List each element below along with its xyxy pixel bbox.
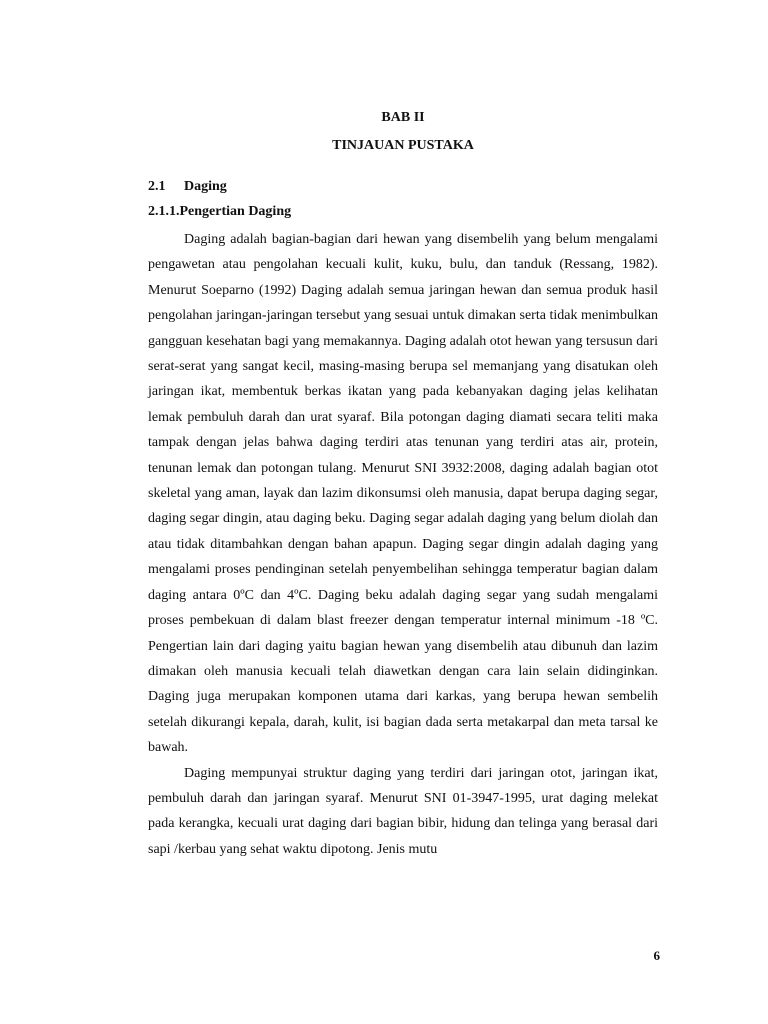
page-number: 6 — [653, 948, 660, 963]
subsection-title: Pengertian Daging — [179, 204, 292, 219]
body-text — [148, 227, 658, 862]
subsection-heading — [148, 202, 291, 222]
section-title: Daging — [184, 179, 227, 194]
paragraph: Daging mempunyai struktur daging yang terdiri dari jaringan otot, jaringan ikat, pembuluh darah dan jaringan syaraf. Menurut SNI 01-3947-1995, urat daging melekat pada kerangka, kecuali urat daging dari bagian bibir, hidung dan telinga yang berasal dari sapi /kerbau yang sehat waktu dipotong. Jenis mutu — [148, 765, 658, 857]
chapter-title: TINJAUAN PUSTAKA — [332, 138, 474, 153]
section-heading — [148, 177, 227, 197]
paragraph: Daging adalah bagian-bagian dari hewan yang disembelih yang belum mengalami pengawetan atau pengolahan kecuali kulit, kuku, bulu, dan tanduk (Ressang, 1982). Menurut Soeparno (1992) Daging adalah semua jaringan hewan dan semua produk hasil pengolahan jaringan-jaringan tersebut yang sesuai untuk dimakan serta tidak menimbulkan gangguan kesehatan bagi yang memakannya. Daging adalah otot hewan yang tersusun dari serat-serat yang sangat kecil, masing-masing berupa sel memanjang yang disatukan oleh jaringan ikat, membentuk berkas ikatan yang pada kebanyakan daging jelas kelihatan lemak pembuluh darah dan urat syaraf. Bila potongan daging diamati secara teliti maka tampak dengan jelas bahwa daging terdiri atas tenunan yang terdiri atas air, protein, tenunan lemak dan potongan tulang. Menurut SNI 3932:2008, daging adalah bagian otot skeletal yang aman, layak dan lazim dikonsumsi oleh manusia, dapat berupa daging segar, daging segar dingin, atau daging beku. Daging segar adalah daging yang belum diolah dan atau tidak ditambahkan dengan bahan apapun. Daging segar dingin adalah daging yang mengalami proses pendinginan setelah penyembelihan sehingga temperatur bagian dalam daging antara 0ºC dan 4ºC. Daging beku adalah daging segar yang sudah mengalami proses pembekuan di dalam blast freezer dengan temperatur internal minimum -18 ºC. Pengertian lain dari daging yaitu bagian hewan yang disembelih atau dibunuh dan lazim dimakan oleh manusia kecuali telah diawetkan dengan cara lain selain didinginkan. Daging juga merupakan komponen utama dari karkas, yang berupa hewan sembelih setelah dikurangi kepala, darah, kulit, isi bagian dada serta metakarpal dan meta tarsal ke bawah. — [148, 232, 658, 756]
section-number: 2.1 — [148, 179, 166, 194]
chapter-label: BAB II — [381, 110, 425, 125]
chapter-heading — [148, 104, 658, 160]
subsection-number: 2.1.1. — [148, 204, 180, 219]
